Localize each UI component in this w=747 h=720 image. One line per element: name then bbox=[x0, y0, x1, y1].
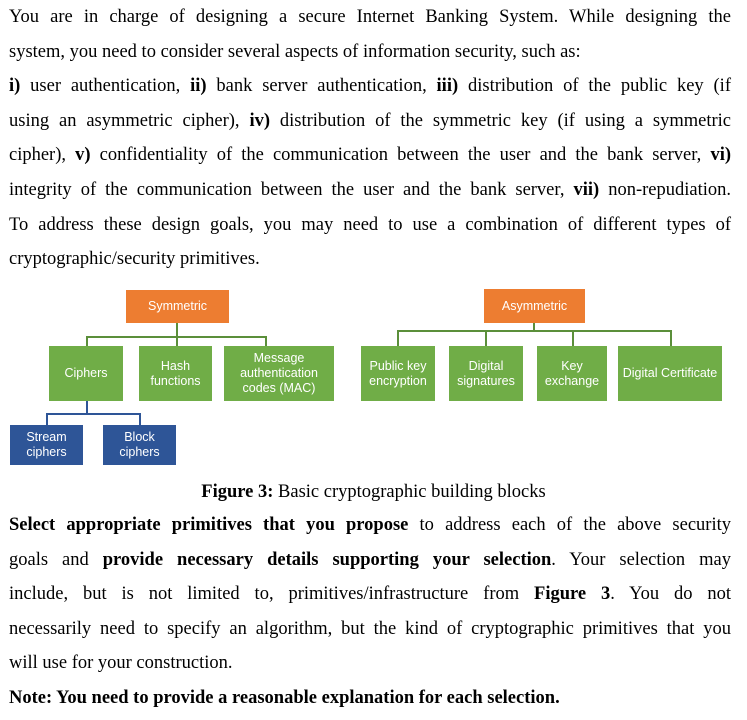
mac-drop bbox=[265, 336, 267, 346]
asymmetric-label: Asymmetric bbox=[501, 298, 568, 313]
hash-drop bbox=[176, 336, 178, 346]
goal-iii-text: distribution of the public key (if bbox=[458, 76, 731, 97]
intro-line-1: You are in charge of designing a secure Internet Banking System. While designing the bbox=[9, 7, 731, 27]
question-line-1-bold: Select appropriate primitives that you propose bbox=[9, 515, 409, 535]
public-key-encryption-box bbox=[361, 346, 435, 401]
symmetric-stem bbox=[176, 323, 178, 337]
goal-vi-label: vi) bbox=[710, 145, 731, 166]
goal-vii-label: vii) bbox=[573, 179, 600, 200]
symmetric-label: Symmetric bbox=[147, 299, 208, 313]
goal-i-label: i) bbox=[9, 76, 21, 97]
question-line-2-a: goals and bbox=[9, 549, 103, 570]
sig-drop bbox=[485, 330, 487, 346]
digital-certificate-box bbox=[618, 346, 722, 401]
closing-line-2: cryptographic/security primitives. bbox=[9, 249, 260, 270]
goals-line-3 bbox=[9, 138, 731, 173]
goal-i-text: user authentication, bbox=[20, 76, 191, 97]
question-line-3-bold: Figure 3 bbox=[534, 584, 611, 605]
goals-line-2-a: using an asymmetric cipher), bbox=[9, 110, 250, 131]
mac-label: Message authentication codes (MAC) bbox=[240, 351, 318, 395]
cert-drop bbox=[670, 330, 672, 346]
pke-drop bbox=[397, 330, 399, 346]
goals-line-4 bbox=[9, 173, 731, 208]
key-exchange-label: Key exchange bbox=[544, 358, 600, 388]
asymmetric-box bbox=[484, 289, 585, 323]
digital-signatures-box bbox=[449, 346, 523, 401]
question-line-2-bold: provide necessary details supporting your selection bbox=[102, 549, 552, 570]
hash-functions-label: Hash functions bbox=[150, 358, 201, 388]
note-text: Note: You need to provide a reasonable explanation for each selection. bbox=[9, 687, 560, 708]
stream-ciphers-label: Stream ciphers bbox=[26, 430, 67, 459]
question-line-3-a: include, but is not limited to, primitives/infrastructure from bbox=[9, 584, 535, 605]
question-line-5: will use for your construction. bbox=[9, 653, 233, 674]
goals-line-2-b: distribution of the symmetric key (if using a symmetric bbox=[270, 110, 731, 131]
intro-line-2: system, you need to consider several aspects of information security, such as: bbox=[9, 41, 581, 62]
stream-drop bbox=[46, 413, 48, 425]
figure-caption-text: Basic cryptographic building blocks bbox=[273, 482, 546, 502]
public-key-encryption-label: Public key encryption bbox=[369, 358, 427, 388]
question-line-3 bbox=[9, 577, 731, 612]
stream-ciphers-box bbox=[10, 425, 83, 465]
block-ciphers-box bbox=[103, 425, 176, 465]
goals-line-4-a: integrity of the communication between the user and the bank server, bbox=[9, 179, 574, 200]
crypto-building-blocks-diagram bbox=[0, 280, 747, 475]
ciphers-label: Ciphers bbox=[64, 366, 108, 380]
question-line-2-b: . Your selection may bbox=[551, 549, 731, 570]
mac-box bbox=[224, 346, 334, 401]
hash-functions-box bbox=[139, 346, 212, 401]
question-paragraph bbox=[9, 508, 731, 716]
goal-iii-label: iii) bbox=[436, 76, 459, 97]
digital-certificate-label: Digital Certificate bbox=[622, 366, 718, 380]
kex-drop bbox=[572, 330, 574, 346]
goals-line-4-b: non-repudiation. bbox=[599, 179, 732, 200]
question-line-4: necessarily need to specify an algorithm, but the kind of cryptographic primitives that you bbox=[9, 618, 731, 639]
key-exchange-box bbox=[537, 346, 607, 401]
asymmetric-branch bbox=[397, 330, 671, 332]
digital-signatures-label: Digital signatures bbox=[457, 358, 515, 388]
block-ciphers-label: Block ciphers bbox=[119, 430, 160, 459]
goal-iv-label: iv) bbox=[249, 110, 270, 131]
question-line-1-text: to address each of the above security bbox=[408, 515, 731, 535]
ciphers-box bbox=[49, 346, 123, 401]
goals-line-2 bbox=[9, 104, 731, 139]
goal-v-label: v) bbox=[75, 145, 91, 166]
question-line-3-b: . You do not bbox=[610, 584, 731, 605]
figure-label: Figure 3: bbox=[201, 482, 274, 502]
block-drop bbox=[139, 413, 141, 425]
question-line-2 bbox=[9, 543, 731, 578]
figure-caption bbox=[0, 480, 747, 504]
goals-line-3-a: cipher), bbox=[9, 145, 76, 166]
goal-ii-label: ii) bbox=[190, 76, 207, 97]
goals-line-3-b: confidentiality of the communication between the user and the bank server, bbox=[90, 145, 711, 166]
goal-ii-text: bank server authentication, bbox=[206, 76, 437, 97]
note-line bbox=[9, 681, 731, 716]
symmetric-box bbox=[126, 290, 229, 323]
ciphers-drop bbox=[86, 336, 88, 346]
intro-paragraph bbox=[9, 0, 731, 277]
question-line-1 bbox=[9, 508, 731, 543]
goals-line-1 bbox=[9, 69, 731, 104]
closing-line-1: To address these design goals, you may need to use a combination of different types of bbox=[9, 214, 731, 235]
ciphers-branch bbox=[46, 413, 141, 415]
